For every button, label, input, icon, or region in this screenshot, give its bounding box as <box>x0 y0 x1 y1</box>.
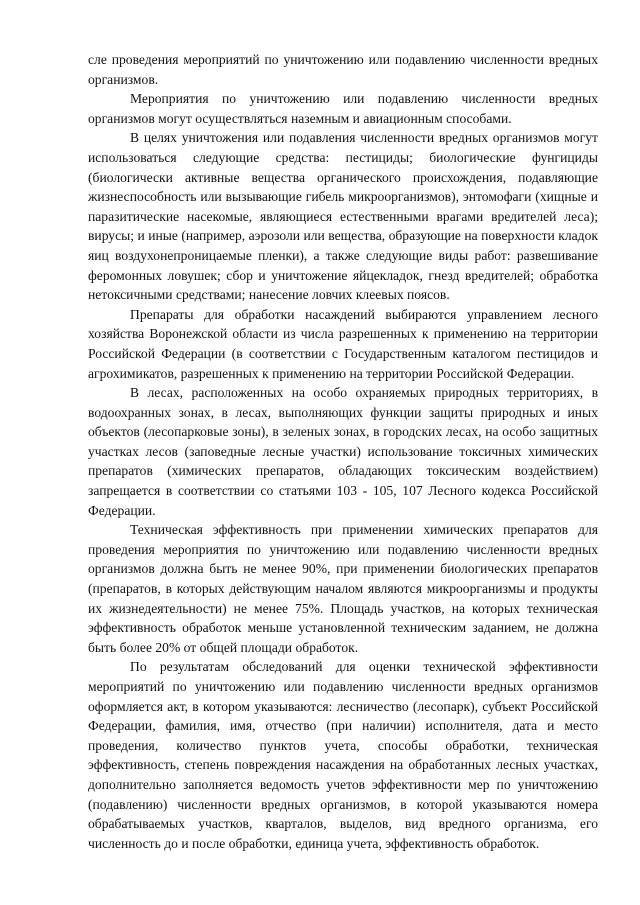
paragraph-preparations: Препараты для обработки насаждений выбираются управлением лесного хозяйства Воронежской области из числа разрешенных к применению на территории Российской Федерации (в соответствии с Государственным каталогом пестицидов и агрохимикатов, разрешенных к применению на территории Российской Федерации. <box>88 306 598 381</box>
paragraph-methods: Мероприятия по уничтожению или подавлению численности вредных организмов могут осуществляться наземным и авиационным способами. <box>88 91 598 126</box>
paragraph-efficiency: Техническая эффективность при применении химических препаратов для проведения мероприятия по уничтожению или подавлению численности вредных организмов должна быть не менее 90%, при применении биологических препаратов (препаратов, в которых действующим началом являются микроорганизмы и продукты их жизнедеятельности) не менее 75%. Площадь участков, на которых техническая эффективность обработок меньше установленной техническим заданием, не должна быть более 20% от общей площади обработок. <box>88 522 598 655</box>
paragraph-protected-areas: В лесах, расположенных на особо охраняемых природных территориях, в водоохранных зонах, в лесах, выполняющих функции защиты природных и иных объектов (лесопарковые зоны), в зеленых зонах, в городских лесах, на особо защитных участках лесов (заповедные лесные участки) использование токсичных химических препаратов (химических препаратов, обладающих токсическим воздействием) запрещается в соответствии со статьями 103 - 105, 107 Лесного кодекса Российской Федерации. <box>88 385 598 518</box>
paragraph-means: В целях уничтожения или подавления численности вредных организмов могут использоваться следующие средства: пестициды; биологические фунгициды (биологически активные вещества органического происхождения, подавляющие жизнеспособность или вызывающие гибель микроорганизмов), энтомофаги (хищные и паразитические насекомые, являющиеся естественными врагами вредителей леса); вирусы; и иные (например, аэрозоли или вещества, образующие на поверхности кладок яиц воздухонепроницаемые пленки), а также следующие виды работ: развешивание феромонных ловушек; сбор и уничтожение яйцекладок, гнезд вредителей; обработка нетоксичными средствами; нанесение ловчих клеевых поясов. <box>88 130 598 303</box>
paragraph-inspection-act: По результатам обследований для оценки технической эффективности мероприятий по уничтожению или подавлению численности вредных организмов оформляется акт, в котором указываются: лесничество (лесопарк), субъект Российской Федерации, фамилия, имя, отчество (при наличии) исполнителя, дата и место проведения, количество пунктов учета, способы обработки, техническая эффективность, степень повреждения насаждения на обработанных лесных участках, дополнительно заполняется ведомость учетов эффективности мер по уничтожению (подавлению) численности вредных организмов, в которой указываются номера обрабатываемых участков, кварталов, выделов, вид вредного организма, его численность до и после обработки, единица учета, эффективность обработок. <box>88 659 598 851</box>
paragraph-continuation: сле проведения мероприятий по уничтожению или подавлению численности вредных организмов. <box>88 52 598 87</box>
document-page <box>88 50 598 853</box>
